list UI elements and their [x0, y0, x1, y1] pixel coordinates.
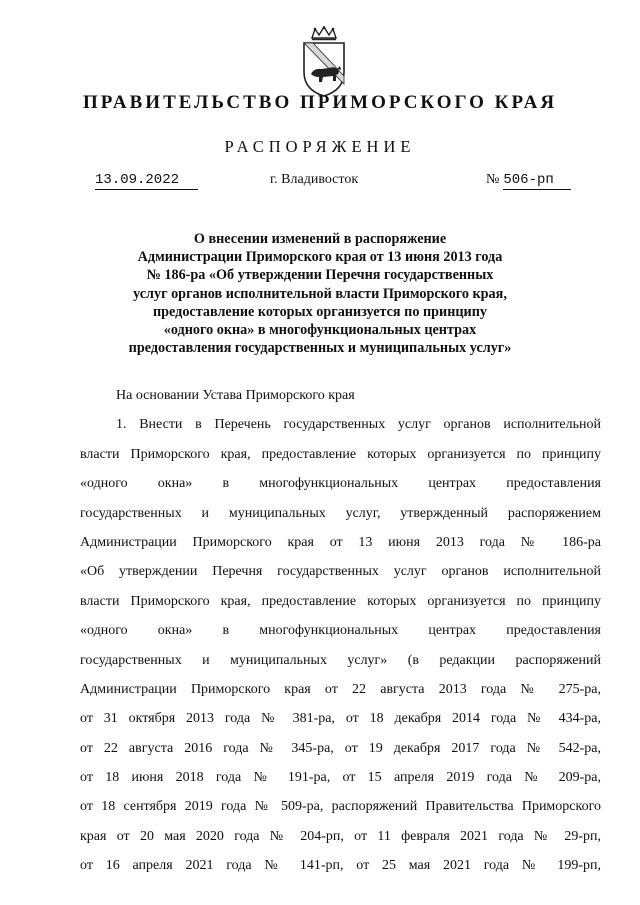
- body-line: государственных и муниципальных услуг» (в редакции распоряжений: [80, 652, 601, 668]
- body-line: от 18 июня 2018 года № 191-ра, от 15 апреля 2019 года № 209-ра,: [80, 770, 601, 786]
- body-line: власти Приморского края, предоставление которых организуется по принципу: [80, 446, 601, 462]
- heading-line: № 186-ра «Об утверждении Перечня государственных: [146, 267, 494, 284]
- body-line: от 16 апреля 2021 года № 141-рп, от 25 мая 2021 года № 199-рп,: [80, 858, 601, 874]
- body-line: от 22 августа 2016 года № 345-ра, от 19 декабря 2017 года № 542-ра,: [80, 740, 601, 756]
- document-heading: [80, 230, 560, 357]
- government-title: ПРАВИТЕЛЬСТВО ПРИМОРСКОГО КРАЯ: [82, 92, 558, 113]
- body-line: Администрации Приморского края от 13 июня 2013 года № 186-ра: [80, 534, 601, 550]
- body-line: власти Приморского края, предоставление которых организуется по принципу: [80, 593, 601, 609]
- body-line: 1. Внести в Перечень государственных услуг органов исполнительной: [116, 417, 601, 433]
- document-type: РАСПОРЯЖЕНИЕ: [224, 137, 416, 156]
- body-line: «одного окна» в многофункциональных центрах предоставления: [80, 623, 601, 639]
- document-date: 13.09.2022: [95, 172, 198, 190]
- body-line: «Об утверждении Перечня государственных услуг органов исполнительной: [80, 564, 601, 580]
- heading-line: услуг органов исполнительной власти Приморского края,: [133, 285, 507, 302]
- body-line: Администрации Приморского края от 22 августа 2013 года № 275-ра,: [80, 681, 601, 697]
- body-line: от 18 сентября 2019 года № 509-ра, распоряжений Правительства Приморского: [80, 799, 601, 815]
- number-prefix: №: [486, 172, 500, 187]
- heading-line: О внесении изменений в распоряжение: [193, 231, 447, 247]
- body-line: государственных и муниципальных услуг, утвержденный распоряжением: [80, 505, 601, 521]
- heading-line: Администрации Приморского края от 13 июня 2013 года: [137, 249, 503, 266]
- coat-of-arms-icon: [299, 26, 349, 98]
- document-city: г. Владивосток: [270, 172, 359, 187]
- heading-line: «одного окна» в многофункциональных центрах: [163, 322, 477, 339]
- body-line: края от 20 мая 2020 года № 204-рп, от 11 февраля 2021 года № 29-рп,: [80, 828, 601, 844]
- document-number: [486, 172, 571, 190]
- body-line: от 31 октября 2013 года № 381-ра, от 18 декабря 2014 года № 434-ра,: [80, 711, 601, 727]
- document-body: [80, 381, 601, 881]
- body-line: На основании Устава Приморского края: [116, 388, 355, 403]
- heading-line: предоставления государственных и муниципальных услуг»: [128, 340, 512, 357]
- number-value: 506-рп: [503, 172, 571, 190]
- body-line: «одного окна» в многофункциональных центрах предоставления: [80, 476, 601, 492]
- heading-line: предоставление которых организуется по принципу: [152, 303, 487, 320]
